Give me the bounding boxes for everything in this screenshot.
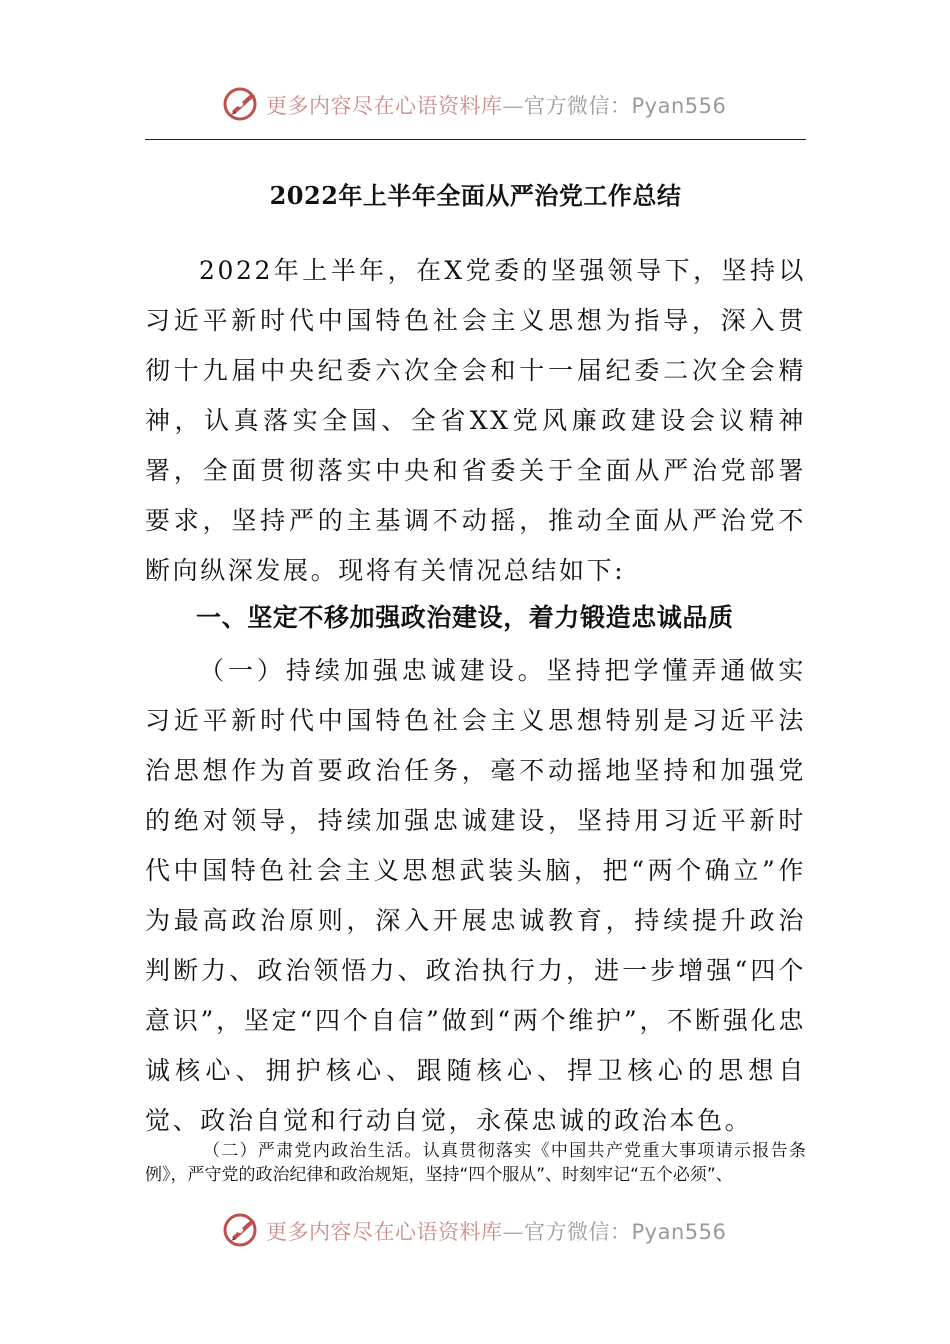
- banner-contact-label: 官方微信：: [524, 94, 632, 118]
- banner-promo-text: 更多内容尽在心语资料库: [266, 94, 503, 118]
- banner-contact-value: Pyan556: [631, 94, 727, 118]
- pen-logo-icon: [222, 1210, 262, 1250]
- intro-paragraph: 2022年上半年，在X党委的坚强领导下，坚持以习近平新时代中国特色社会主义思想为指导，深入贯彻十九届中央纪委六次全会和十一届纪委二次全会精神，认真落实全国、全省XX党风廉政建设会议精神署，全面贯彻落实中央和省委关于全面从严治党部署要求，坚持严的主基调不动摇，推动全面从严治党不断向纵深发展。现将有关情况总结如下:: [145, 256, 806, 585]
- footer-separator: —: [502, 1220, 524, 1244]
- section-paragraph: （一）持续加强忠诚建设。坚持把学懂弄通做实习近平新时代中国特色社会主义思想特别是习近平法治思想作为首要政治任务，毫不动摇地坚持和加强党的绝对领导，持续加强忠诚建设，坚持用习近平新时代中国特色社会主义思想武装头脑，把“两个确立”作为最高政治原则，深入开展忠诚教育，持续提升政治判断力、政治领悟力、政治执行力，进一步增强“四个意识”，坚定“四个自信”做到“两个维护”，不断强化忠诚核心、拥护核心、跟随核心、捍卫核心的思想自觉、政治自觉和行动自觉，永葆忠诚的政治本色。: [145, 656, 806, 1135]
- footer-contact-label: 官方微信：: [524, 1220, 632, 1244]
- pen-logo-icon: [222, 84, 262, 124]
- document-title: 2022年上半年全面从严治党工作总结: [269, 181, 682, 210]
- header-banner: [0, 84, 950, 124]
- footer-contact-value: Pyan556: [631, 1220, 727, 1244]
- banner-separator: —: [502, 94, 524, 118]
- footer-promo-text: 更多内容尽在心语资料库: [266, 1220, 503, 1244]
- header-divider: [145, 139, 806, 140]
- footer-banner: [0, 1210, 950, 1250]
- section-heading: 一、坚定不移加强政治建设，着力锻造忠诚品质: [196, 603, 734, 632]
- sub-paragraph: （二）严肃党内政治生活。认真贯彻落实《中国共产党重大事项请示报告条例》，严守党的政治纪律和政治规矩，坚持“四个服从”、时刻牢记“五个必须”、: [145, 1141, 806, 1185]
